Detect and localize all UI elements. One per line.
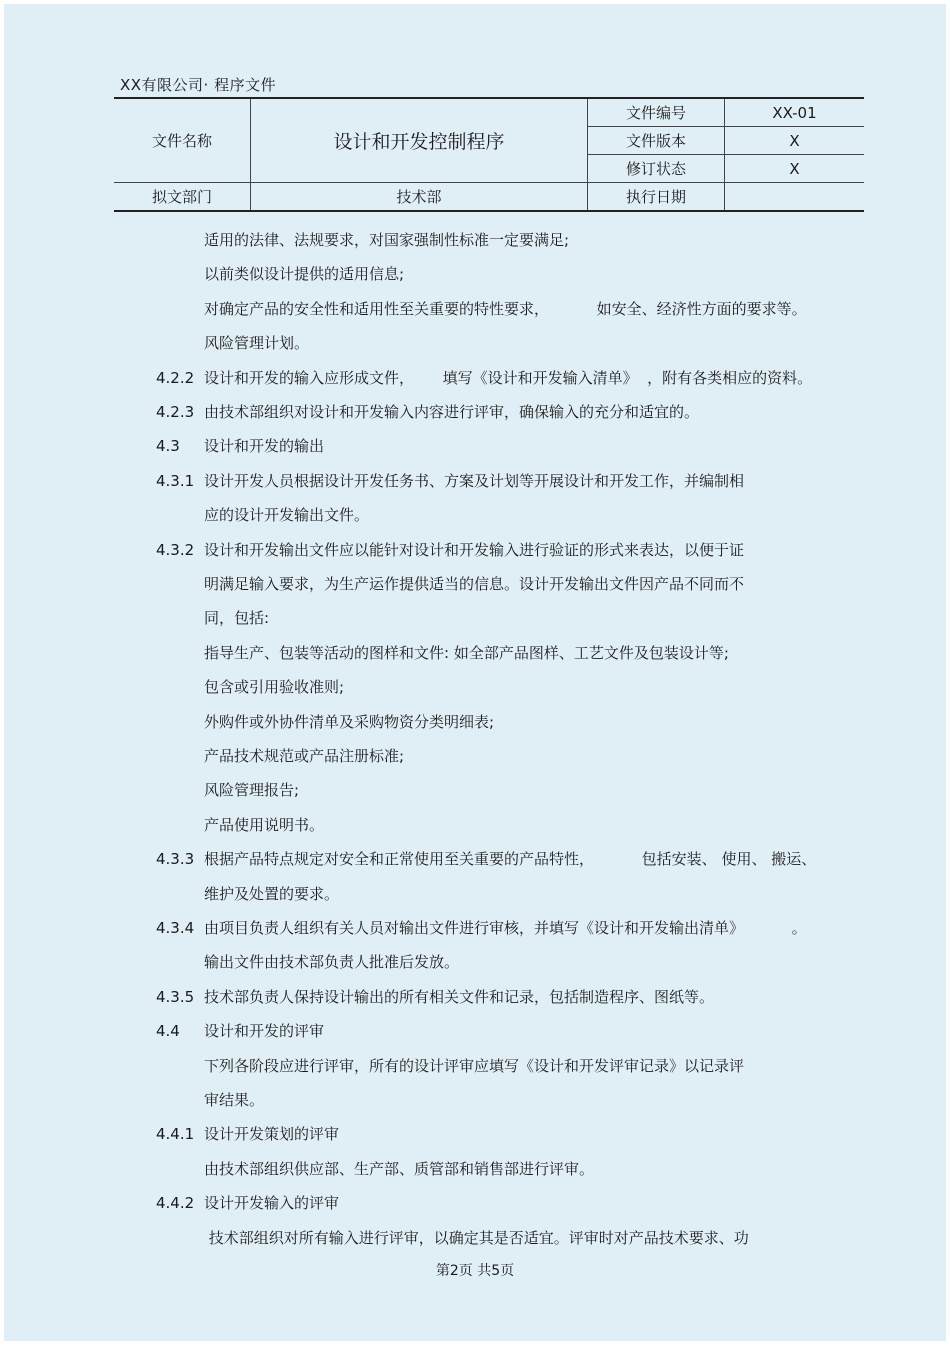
doc-title: 设计和开发控制程序 — [251, 98, 588, 183]
line-text: 应的设计开发输出文件。 — [204, 506, 370, 525]
line-text: 明满足输入要求，为生产运作提供适当的信息。设计开发输出文件因产品不同而不 — [204, 575, 745, 593]
line-text: 审结果。 — [204, 1091, 265, 1109]
section-number: 4.2.3 — [156, 403, 195, 421]
line-text: 指导生产、包装等活动的图样和文件: 如全部产品图样、工艺文件及包装设计等; — [204, 643, 729, 662]
date-value — [725, 183, 865, 212]
line-text: 外购件或外协件清单及采购物资分类明细表; — [204, 712, 495, 731]
line-text: 技术部组织对所有输入进行评审，以确定其是否适宜。评审时对产品技术要求、功 — [204, 1228, 749, 1247]
line-text: 输出文件由技术部负责人批准后发放。 — [204, 953, 460, 972]
doc-number-label: 文件编号 — [588, 98, 725, 127]
section-number: 4.3 — [156, 437, 180, 456]
line-text: 由技术部组织供应部、生产部、质管部和销售部进行评审。 — [204, 1159, 595, 1178]
doc-number-value: XX-01 — [725, 98, 865, 127]
revision-value: X — [725, 155, 865, 183]
line-text: 风险管理计划。 — [204, 334, 310, 353]
section-number: 4.2.2 — [156, 368, 195, 387]
line-text: 设计和开发输出文件应以能针对设计和开发输入进行验证的形式来表达，以便于证 — [204, 540, 745, 559]
line-text: 维护及处置的要求。 — [204, 884, 340, 903]
document-info-table — [114, 97, 864, 212]
line-text: 由项目负责人组织有关人员对输出文件进行审核，并填写《设计和开发输出清单》 。 — [204, 919, 807, 937]
section-number: 4.3.5 — [156, 987, 195, 1006]
company-header: XX有限公司· 程序文件 — [120, 76, 277, 94]
section-number: 4.4.2 — [156, 1194, 195, 1213]
document-page — [4, 4, 946, 1341]
line-text: 包含或引用验收准则; — [204, 678, 345, 697]
page-footer: 第2页 共5页 — [435, 1263, 515, 1279]
section-number: 4.3.4 — [156, 919, 195, 937]
line-text: 产品使用说明书。 — [204, 815, 325, 834]
dept-label: 拟文部门 — [114, 183, 251, 212]
section-number: 4.3.2 — [156, 540, 195, 559]
line-text: 对确定产品的安全性和适用性至关重要的特性要求， 如安全、经济性方面的要求等。 — [204, 299, 807, 318]
line-text: 设计开发人员根据设计开发任务书、方案及计划等开展设计和开发工作，并编制相 — [204, 471, 745, 490]
line-text: 技术部负责人保持设计输出的所有相关文件和记录，包括制造程序、图纸等。 — [204, 987, 715, 1006]
line-text: 风险管理报告; — [204, 781, 300, 800]
line-text: 由技术部组织对设计和开发输入内容进行评审，确保输入的充分和适宜的。 — [204, 403, 700, 421]
section-number: 4.3.3 — [156, 850, 195, 869]
doc-name-label: 文件名称 — [114, 98, 251, 183]
line-text: 适用的法律、法规要求，对国家强制性标准一定要满足; — [204, 231, 570, 249]
doc-version-value: X — [725, 127, 865, 155]
line-text: 以前类似设计提供的适用信息; — [204, 265, 405, 284]
revision-label: 修订状态 — [588, 155, 725, 183]
line-text: 设计开发输入的评审 — [204, 1194, 340, 1213]
line-text: 产品技术规范或产品注册标准; — [204, 747, 405, 765]
section-number: 4.4.1 — [156, 1125, 195, 1144]
line-text: 根据产品特点规定对安全和正常使用至关重要的产品特性， 包括安装、 使用、 搬运、 — [204, 850, 817, 869]
doc-version-label: 文件版本 — [588, 127, 725, 155]
section-number: 4.3.1 — [156, 471, 195, 490]
line-text: 设计开发策划的评审 — [204, 1125, 340, 1144]
line-text: 设计和开发的输出 — [204, 437, 325, 456]
line-text: 设计和开发的评审 — [204, 1022, 325, 1041]
section-number: 4.4 — [156, 1022, 180, 1041]
line-text: 下列各阶段应进行评审，所有的设计评审应填写《设计和开发评审记录》以记录评 — [204, 1056, 745, 1075]
line-text: 同，包括: — [204, 609, 270, 628]
line-text: 设计和开发的输入应形成文件， 填写《设计和开发输入清单》 ，附有各类相应的资料。 — [204, 368, 813, 387]
date-label: 执行日期 — [588, 183, 725, 212]
dept-value: 技术部 — [251, 183, 588, 212]
